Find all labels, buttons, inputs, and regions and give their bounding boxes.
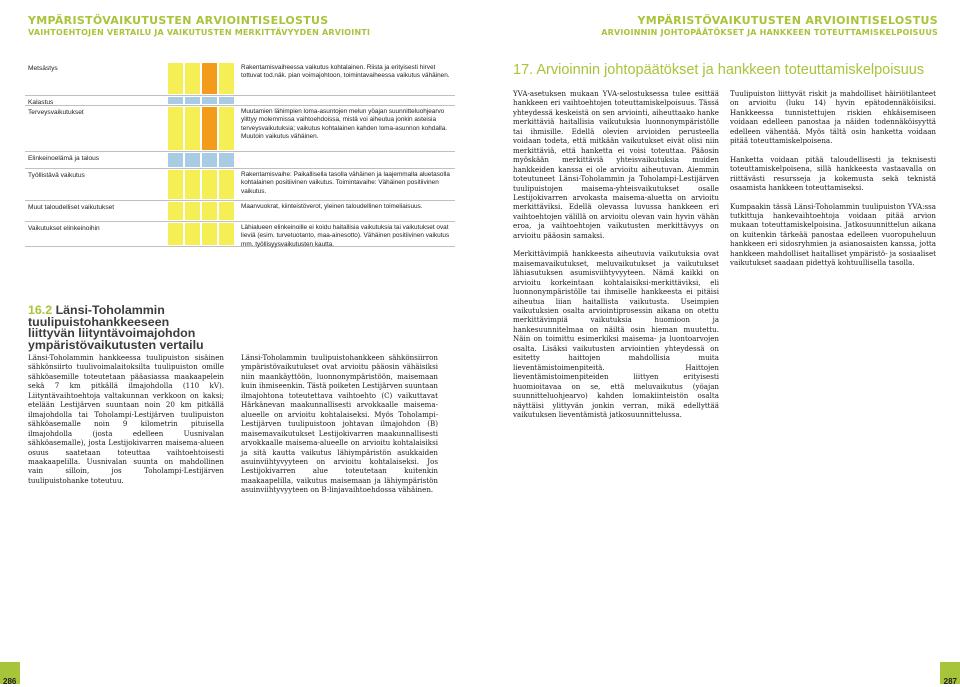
table-row-divider — [25, 221, 455, 222]
impact-rating-cell — [201, 62, 218, 95]
impact-rating-cell — [184, 169, 201, 200]
header-right-title: YMPÄRISTÖVAIKUTUSTEN ARVIOINTISELOSTUS — [637, 14, 938, 27]
running-header-left — [28, 15, 370, 39]
table-row-label: Vaikutukset elinkeinoihin — [28, 225, 100, 232]
table-row-divider — [25, 200, 455, 201]
section-17-paragraph: Tuulipuiston liittyvät riskit ja mahdolliset häiriötilanteet on arvioitu (luku 14) hyvin epätodennäköisiksi. Hankkeessa tunnistettujen riskien ehkäisemiseen voidaan edelleen panostaa ja näiden todennäköisyyttä edelleen vähentää. Myös tältä osin hanketta voidaan pitää toteuttamiskelpoisena. — [730, 89, 936, 146]
impact-rating-cell — [167, 62, 184, 95]
impact-rating-cell — [218, 169, 235, 200]
table-row-label: Työllistävä vaikutus — [28, 172, 85, 179]
table-row-description: Lähialueen elinkeinoille ei koidu haitallisia vaikutuksia tai vaikutukset ovat lieviä (esim. turvetuotanto, maa-ainesotto). Vähäinen positiivinen vaikutus mm. työllisyysvaikutusten kautta. — [241, 224, 450, 248]
page-number-right: 287 — [943, 677, 957, 686]
section-17-paragraph: Kumpaakin tässä Länsi-Toholammin tuulipuiston YVA:ssa tutkittuja hankevaihtoehtoja voidaan pitää arvion mukaan toteuttamiskelpoisina. Jatkosuunnittelun aikana on kuitenkin tärkeää panostaa edelleen vuoropuheluun hankkeen eri sidosryhmien ja asianosaisten kanssa, jotta hankkeen mahdolliset haitalliset ympäristö- ja sosiaaliset vaikutukset saadaan pidettyä kohtuullisella tasolla. — [730, 201, 936, 268]
impact-rating-cell — [218, 201, 235, 221]
impact-rating-cell — [184, 62, 201, 95]
impact-rating-cell — [201, 96, 218, 105]
header-left-subtitle: VAIHTOEHTOJEN VERTAILU JA VAIKUTUSTEN MERKITTÄVYYDEN ARVIOINTI — [28, 28, 371, 37]
running-header-right — [601, 15, 938, 39]
impact-table — [25, 62, 455, 282]
impact-rating-cell — [167, 152, 184, 168]
impact-rating-cell — [201, 169, 218, 200]
impact-rating-cell — [167, 222, 184, 246]
impact-rating-cell — [184, 96, 201, 105]
section-17-column-2 — [730, 89, 936, 277]
table-row-label: Elinkeinoelämä ja talous — [28, 155, 100, 162]
impact-rating-cell — [201, 222, 218, 246]
impact-rating-cell — [218, 222, 235, 246]
section-16-2-column-2: Länsi-Toholammin tuulipuistohankkeen sähkönsiirron ympäristövaikutukset ovat arvioitu pääosin vähäisiksi niin maankäyttöön, luonnonympäristöön, maisemaan kuin ihmiseenkin. Tästä poiketen Lestijärven suuntaan ilmajohtona toteutettava vaihtoehto (C) vaikuttavat Härkänevan maakunnallisesti arvokkaalle maisema-alueelle on arvioitu kohtalaiseksi. Myös Toholampi-Lestijärven tuulipuistoon johtavan ilmajohdon (B) maisemavaikutukset Lestijokivarren maakunnallisesti arvokkaalle maisema-alueelle on arvioitu kohtalaisiksi ja sitä kautta vaikutus lähiympäristön asukkaiden asuinviihtyvyyteen on arvioitu kohtalaiseksi. Jos Lestijokivarren alue toteutetaan kuitenkin maakaapelilla, vaikutus maisemaan ja lähiympäristön asuinviihtyvyyteen on B-linjavaihtoehdossa vähäinen. — [241, 353, 438, 495]
impact-rating-cell — [218, 96, 235, 105]
impact-rating-cell — [167, 96, 184, 105]
table-row-description: Rakentamisvaihe: Paikallisella tasolla vähäinen ja laajemmalla aluetasolla kohtalainen positiivinen vaikutus. Toimintavaihe: Vähäinen positiivinen vaikutus. — [241, 171, 450, 195]
section-16-2-title — [28, 305, 218, 351]
table-row-description: Maanvuokrat, kiinteistöverot, yleinen taloudellinen toimeliaisuus. — [241, 203, 423, 210]
table-row-divider — [25, 151, 455, 152]
impact-rating-cell — [201, 201, 218, 221]
section-17-paragraph: Hanketta voidaan pitää taloudellisesti ja teknisesti toteuttamiskelpoisena, sillä hankkeesta vastaavalla on riittävästi resursseja ja kokemusta sekä teknistä osaamista hankkeen toteuttamiseksi. — [730, 154, 936, 193]
section-17-column-1 — [513, 89, 719, 428]
header-right-subtitle: ARVIOINNIN JOHTOPÄÄTÖKSET JA HANKKEEN TOTEUTTAMISKELPOISUUS — [601, 28, 938, 37]
impact-rating-cell — [184, 152, 201, 168]
impact-rating-cell — [218, 62, 235, 95]
impact-rating-cell — [184, 106, 201, 151]
table-row-label: Muut taloudelliset vaikutukset — [28, 204, 115, 211]
page-number-left: 286 — [3, 677, 17, 686]
impact-rating-cell — [167, 169, 184, 200]
table-row-divider — [25, 105, 455, 106]
impact-rating-cell — [167, 201, 184, 221]
table-row-label: Kalastus — [28, 99, 54, 106]
section-17-paragraph: Merkittävimpiä hankkeesta aiheutuvia vaikutuksia ovat maisemavaikutukset, meluvaikutukset ja vaikutukset lähiasutuksen asumisviihtyvyyteen. Nämä kaikki on arvioitu korkeintaan kohtalaisiksi-merkittäviksi, eli luonnonympäristölle tai ihmiselle hankkeesta ei pitäisi aiheutua liian haitallista vaikutusta. Useimpien vaikutuksien osalta arviointiprosessin aikana on otettu merkittävimpiä vaikutuksia huomioon ja hankesuunnitelmaa on näiltä osin hieman muutettu. Näin on toimittu esimerkiksi maisema- ja luontoarvojen osalta. Lisäksi vaikutusten arviointien yhteydessä on esitetty haittojen mahdollisia muita lieventämistoimenpiteitä. Haittojen lieventämistoimenpiteiden liittyen erityisesti huomioitavaa on se, että meluvaikutus (yöajan suunnitteluohjearvo) kahden lomakiinteistön osalta näyttäisi ylittyvän jonkin verran, mikä edellyttää vaikutuksen lieventämistä jatkosuunnittelussa. — [513, 249, 719, 419]
impact-rating-cell — [201, 106, 218, 151]
table-row-divider — [25, 168, 455, 169]
table-row-label: Metsästys — [28, 65, 58, 72]
impact-rating-cell — [218, 152, 235, 168]
section-16-2-column-1: Länsi-Toholammin hankkeessa tuulipuiston sisäinen sähkönsiirto tuulivoimalaitoksilta tuulipuiston omille sähköasemille toteutetaan pääasiassa maakaapelein sekä 7 km pitkällä ilmajohdolla (110 kV). Liityntävaihtoehtoja valtakunnan verkkoon on kaksi; etelään Lestijärven suuntaan noin 20 km pitkällä ilmajohdolla tai Toholampi-Lestijärven tuulipuiston sähköasemalle noin 9 kilometrin pituisella ilmajohdolla (josta edelleen Uusnivalan sähköasemalle), josta Lestijokivarren maisema-alueen osuus saatetaan toteuttaa vaihtoehtoisesti maakaapelilla. Uusnivalan suunta on mahdollinen vain silloin, jos Toholampi-Lestijärven tuulipuistohanke toteutuu. — [28, 353, 224, 485]
table-row-description: Muutamien lähimpien loma-asuntojen melun yöajan suunnitteluohjearvo ylittyy molemmissa vaihtoehdoissa, mistä voi aiheutua jonkin asteisia terveysvaikutuksia; vaikutus kohtalainen kahden loma-asunnon kohdalla. Muutoin vaikutus vähäinen. — [241, 108, 448, 140]
table-row-label: Terveysvaikutukset — [28, 109, 84, 116]
impact-rating-cell — [201, 152, 218, 168]
impact-rating-cell — [184, 201, 201, 221]
section-17-paragraph: YVA-asetuksen mukaan YVA-selostuksessa tulee esittää hankkeen eri vaihtoehtojen toteuttamiskelpoisuus. Tässä yhteydessä keskeistä on sen arviointi, aiheuttaako hanke merkittäviä haitallisia vaikutuksia luonnonympäristölle tai ihmisille. Edellä olevien arvioiden perusteella voidaan todeta, että mitkään vaikutukset eivät olisi niin merkittäviä, että hanketta ei voisi toteuttaa. Pääosin myöskään merkittäviä yhteisvaikutuksia muiden hankkeiden kanssa ei ole arvioitu aiheutuvan. Aiemmin toteutuneet Länsi-Toholammin ja Toholampi-Lestijärven tuulipuistojen maisema-yhteisvaikutukset osalle Lestijokivarren arvokasta maisema-aluetta on arvioitu merkittäviksi. Edellä olevassa luvussa hankkeen eri vaihtoehtojen välillä on arvioitu olevan vain hyvin vähän eroa, ja vaihtoehtojen vaikutusten merkittävyys on arvioitu pääosin samaksi. — [513, 89, 719, 240]
impact-rating-cell — [167, 106, 184, 151]
header-left-title: YMPÄRISTÖVAIKUTUSTEN ARVIOINTISELOSTUS — [28, 14, 329, 27]
section-17-heading: 17. Arvioinnin johtopäätökset ja hankkeen toteuttamiskelpoisuus — [513, 62, 925, 78]
table-row-description: Rakentamisvaiheessa vaikutus kohtalainen. Riista ja erityisesti hirvet tottuvat tod.näk. pian voimajohtoon, toimintavaiheessa vaikutus vähäinen. — [241, 64, 450, 80]
impact-rating-cell — [218, 106, 235, 151]
section-16-2-number: 16.2 — [28, 303, 53, 317]
table-row-divider — [25, 95, 455, 96]
impact-rating-cell — [184, 222, 201, 246]
section-16-2-heading: Länsi-Toholammin tuulipuistohankkeeseen liittyvän liityntävoimajohdon ympäristövaikutusten vertailu — [28, 303, 204, 352]
